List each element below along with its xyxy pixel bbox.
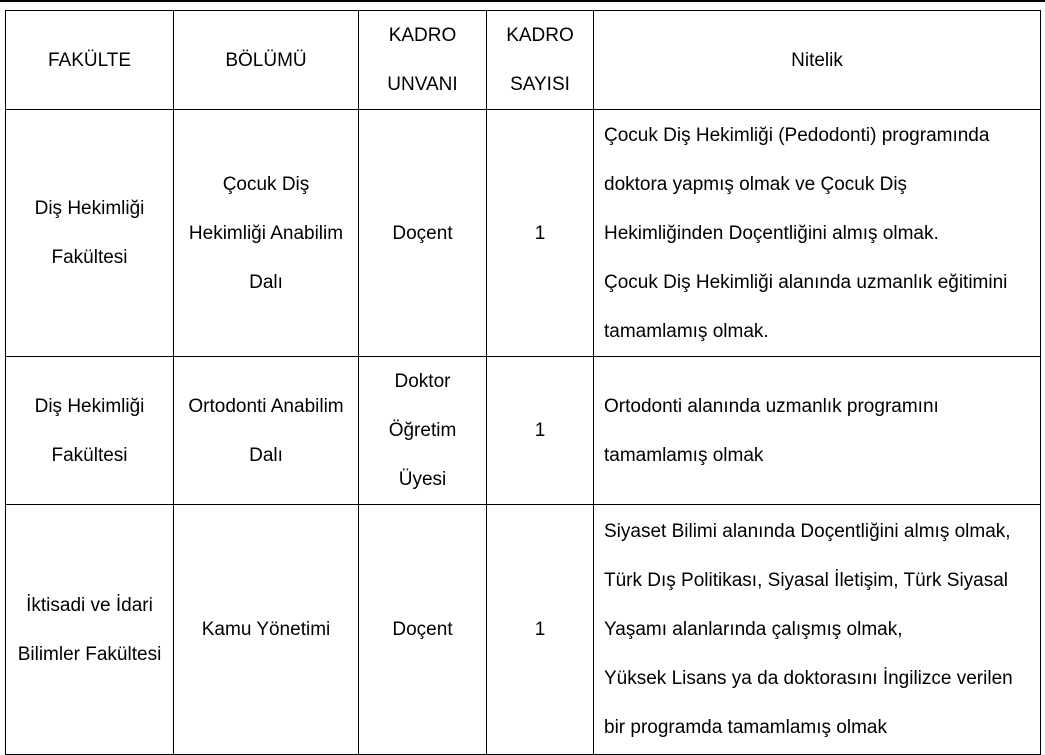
header-kadro-sayisi: KADRO SAYISI (487, 11, 594, 110)
cell-bolumu: Çocuk Diş Hekimliği Anabilim Dalı (174, 110, 359, 357)
cell-sayi: 1 (487, 505, 594, 755)
cell-unvan: Doçent (359, 505, 487, 755)
cell-nitelik: Çocuk Diş Hekimliği (Pedodonti) programında doktora yapmış olmak ve Çocuk Diş Hekimliğinden Doçentliğini almış olmak. Çocuk Diş Hekimliği alanında uzmanlık eğitimini tamamlamış olmak. (594, 110, 1041, 357)
header-bolumu: BÖLÜMÜ (174, 11, 359, 110)
table-row (6, 357, 1041, 505)
cell-unvan: Doktor Öğretim Üyesi (359, 357, 487, 505)
cell-fakulte: Diş Hekimliği Fakültesi (6, 110, 174, 357)
cell-sayi: 1 (487, 110, 594, 357)
header-kadro-unvani: KADRO UNVANI (359, 11, 487, 110)
header-nitelik: Nitelik (594, 11, 1041, 110)
cell-fakulte: İktisadi ve İdari Bilimler Fakültesi (6, 505, 174, 755)
cell-sayi: 1 (487, 357, 594, 505)
header-row (6, 11, 1041, 110)
cell-bolumu: Ortodonti Anabilim Dalı (174, 357, 359, 505)
table-row (6, 110, 1041, 357)
cell-nitelik: Siyaset Bilimi alanında Doçentliğini almış olmak, Türk Dış Politikası, Siyasal İletişim, Türk Siyasal Yaşamı alanlarında çalışmış olmak, Yüksek Lisans ya da doktorasını İngilizce verilen bir programda tamamlamış olmak (594, 505, 1041, 755)
cell-fakulte: Diş Hekimliği Fakültesi (6, 357, 174, 505)
cell-unvan: Doçent (359, 110, 487, 357)
cell-bolumu: Kamu Yönetimi (174, 505, 359, 755)
kadro-table (5, 10, 1041, 755)
cell-nitelik: Ortodonti alanında uzmanlık programını tamamlamış olmak (594, 357, 1041, 505)
top-rule (0, 0, 1045, 2)
header-fakulte: FAKÜLTE (6, 11, 174, 110)
table-row (6, 505, 1041, 755)
